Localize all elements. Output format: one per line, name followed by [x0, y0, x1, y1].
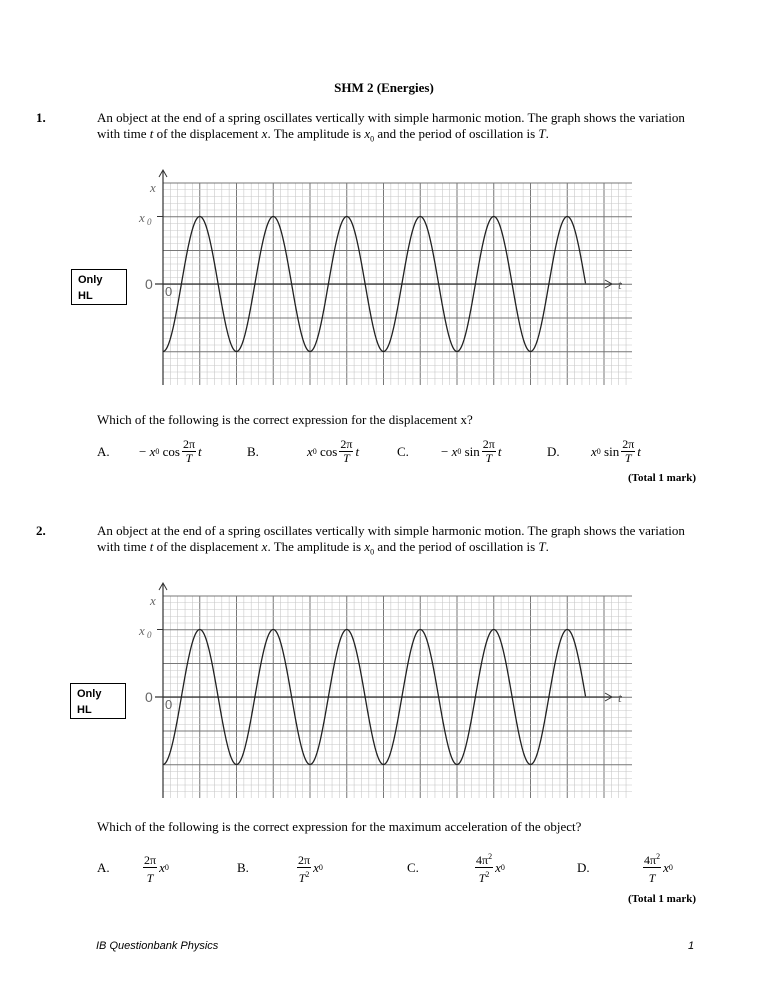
option-c[interactable]: C. − x 0 sin $\frac{2\pi}{T}$ t: [397, 437, 502, 465]
origin-label: 0: [165, 697, 173, 712]
option-d[interactable]: D. $\frac{4\pi^2}{T}$ x 0: [577, 852, 673, 885]
question-number: 2.: [36, 523, 46, 538]
y-axis-label: x: [150, 593, 156, 608]
only-hl-badge: Only HL: [71, 269, 127, 305]
option-c[interactable]: C. $\frac{4\pi^2}{T^2}$ x 0: [407, 852, 505, 885]
question-text: An object at the end of a spring oscillates vertically with simple harmonic motion. The graph shows the variation with time t of the displacement x. The amplitude is $x_0$ and the period of oscillation is T.: [97, 523, 685, 557]
option-a[interactable]: A. − x 0 cos $\frac{2\pi}{T}$ t: [97, 437, 202, 465]
answer-options: [97, 850, 697, 885]
origin-label: 0: [165, 284, 173, 299]
displacement-time-graph: [0, 413, 768, 833]
option-a[interactable]: A. $\frac{2\pi}{T}$ x 0: [97, 850, 237, 885]
x-axis-label: t: [618, 690, 622, 705]
question-text: An object at the end of a spring oscillates vertically with simple harmonic motion. The graph shows the variation with time t of the displacement x. The amplitude is $x_0$ and the period of oscillation is T.: [97, 110, 685, 144]
amplitude-subscript: 0: [147, 630, 152, 640]
amplitude-subscript: 0: [147, 217, 152, 227]
zero-label: 0: [145, 276, 153, 292]
question-prompt: Which of the following is the correct expression for the maximum acceleration of the object?: [97, 819, 582, 834]
page-title: SHM 2 (Energies): [334, 80, 434, 95]
amplitude-label: x: [139, 623, 145, 638]
total-marks: (Total 1 mark): [627, 472, 696, 484]
only-hl-badge: Only HL: [70, 683, 126, 719]
zero-label: 0: [145, 689, 153, 705]
question-number: 1.: [36, 110, 46, 125]
page-number: 1: [688, 940, 695, 952]
question-prompt: Which of the following is the correct expression for the displacement x?: [97, 412, 473, 427]
displacement-time-graph: [0, 0, 768, 420]
amplitude-label: x: [139, 210, 145, 225]
option-b[interactable]: B. $\frac{2\pi}{T^2}$ x 0: [237, 850, 407, 885]
option-d[interactable]: D. x 0 sin $\frac{2\pi}{T}$ t: [547, 437, 641, 465]
x-axis-label: t: [618, 277, 622, 292]
y-axis-label: x: [150, 180, 156, 195]
footer-source: IB Questionbank Physics: [96, 940, 219, 952]
option-b[interactable]: B. x 0 cos $\frac{2\pi}{T}$ t: [247, 437, 360, 465]
total-marks: (Total 1 mark): [627, 893, 696, 905]
